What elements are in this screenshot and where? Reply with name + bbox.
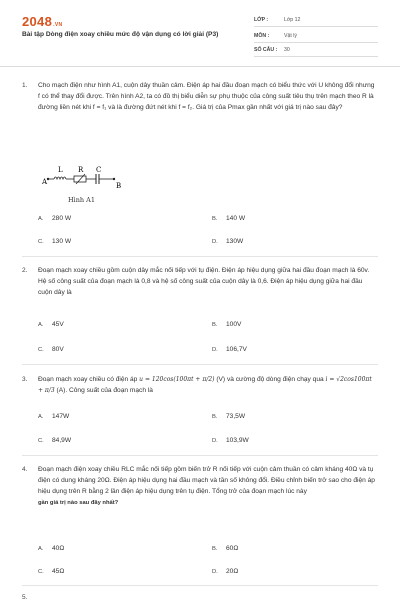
question-text-part: Đoạn mạch xoay chiều có điện áp [38, 376, 140, 383]
option-b[interactable] [212, 545, 238, 552]
option-b[interactable] [212, 215, 245, 222]
meta-row-count [254, 44, 378, 57]
figure-caption: Hình A1 [68, 196, 96, 204]
option-letter: D. [212, 347, 218, 353]
current-formula: i = √2cos100πt + π/3 [38, 376, 372, 394]
question-number: 3. [22, 376, 28, 383]
option-a[interactable] [38, 545, 64, 552]
question-number: 4. [22, 466, 28, 473]
question-number: 5. [22, 594, 28, 600]
meta-key: SỐ CÂU : [254, 47, 278, 53]
option-letter: A. [38, 414, 44, 420]
option-text: 45Ω [52, 568, 65, 575]
label-C: C [96, 166, 102, 174]
option-d[interactable] [212, 437, 249, 444]
question-text: Đoạn mạch xoay chiều gồm cuộn dây mắc nối tiếp với tụ điện. Điện áp hiệu dụng giữa hai đầu đoạn mạch là 60v. Hệ số công suất của đoạn mạch là 0,8 và hệ số công suất của cuộn dây là 0,6. Điện áp hiệu dụng giữa hai đầu cuộn dây là [38, 267, 370, 296]
option-c[interactable] [38, 238, 71, 245]
option-text: 40Ω [52, 545, 65, 552]
meta-value: Vật lý [284, 33, 297, 39]
terminal-B [113, 178, 115, 180]
option-text: 147W [52, 413, 70, 420]
option-text: 130 W [52, 238, 72, 245]
option-a[interactable] [38, 321, 64, 328]
option-letter: B. [212, 216, 218, 222]
site-logo[interactable] [22, 14, 62, 29]
option-c[interactable] [38, 346, 64, 353]
question-note: gần giá trị nào sau đây nhất? [38, 500, 119, 506]
option-letter: D. [212, 438, 218, 444]
option-letter: A. [38, 216, 44, 222]
option-d[interactable] [212, 346, 247, 353]
divider [22, 256, 378, 257]
divider [22, 585, 378, 586]
divider [22, 364, 378, 365]
option-letter: A. [38, 546, 44, 552]
option-a[interactable] [38, 413, 69, 420]
option-text: 106,7V [226, 346, 247, 353]
label-R: R [78, 166, 84, 174]
meta-row-subject [254, 30, 378, 43]
page-header [0, 0, 400, 67]
option-text: 130W [226, 238, 244, 245]
option-letter: A. [38, 322, 44, 328]
option-c[interactable] [38, 568, 64, 575]
question-text [38, 374, 376, 396]
terminal-A [47, 178, 49, 180]
option-letter: D. [212, 569, 218, 575]
option-text: 140 W [226, 215, 246, 222]
meta-key: LỚP : [254, 17, 269, 23]
option-text: 100V [226, 321, 242, 328]
option-a[interactable] [38, 215, 71, 222]
resistor [74, 176, 86, 182]
variable-arrow [76, 174, 85, 184]
logo-text: 2048 [22, 14, 53, 29]
option-letter: C. [38, 569, 44, 575]
meta-key: MÔN : [254, 33, 270, 39]
question-number: 1. [22, 82, 28, 89]
option-text: 103,9W [226, 437, 249, 444]
logo-suffix: .VN [53, 22, 63, 28]
meta-value: 30 [284, 47, 290, 53]
label-B: B [116, 182, 122, 190]
question-text-main: Đoạn mạch điện xoay chiều RLC mắc nối tiếp gồm biến trở R nối tiếp với cuộn cảm thuần có cảm kháng 40Ω và tụ điện có dung kháng 20Ω. Điện áp hiệu dụng hai đầu mạch và tần số không đổi. Điều chỉnh biến trở sao cho điện áp hiệu dụng trên R bằng 2 lần điện áp hiệu dụng trên tụ điện. Tổng trở của đoạn mạch lúc này [38, 466, 375, 495]
option-letter: B. [212, 322, 218, 328]
option-text: 20Ω [226, 568, 239, 575]
option-b[interactable] [212, 321, 241, 328]
question-text: Cho mạch điện như hình A1, cuộn dây thuần cảm. Điện áp hai đầu đoạn mạch có biểu thức với U không đổi nhưng f có thể thay đổi được. Trên hình A2, ta có đồ thị biểu diễn sự phụ thuộc của công suất tiêu thụ trên mạch theo R là đường liền nét khi f = f₁ và là đường đứt nét khi f = f₂. Giá trị của Pmax gần nhất với giá trị nào sau đây? [38, 82, 375, 111]
voltage-formula: u = 120cos(100πt + π/2) [139, 376, 215, 383]
option-b[interactable] [212, 413, 245, 420]
question-text-part: (V) và cường độ dòng điện chạy qua [214, 376, 326, 383]
label-A: A [42, 178, 48, 186]
option-d[interactable] [212, 238, 243, 245]
label-L: L [58, 166, 63, 174]
question-text [38, 464, 376, 509]
inductor-coil [54, 177, 66, 179]
option-letter: C. [38, 239, 44, 245]
option-letter: B. [212, 414, 218, 420]
meta-value: Lớp 12 [284, 17, 301, 23]
option-c[interactable] [38, 437, 71, 444]
option-text: 84,9W [52, 437, 72, 444]
option-letter: C. [38, 347, 44, 353]
option-text: 73,5W [226, 413, 246, 420]
option-text: 60Ω [226, 545, 239, 552]
divider [22, 455, 378, 456]
option-letter: C. [38, 438, 44, 444]
question-number: 2. [22, 267, 28, 274]
option-text: 280 W [52, 215, 72, 222]
page-title: Bài tập Dòng điện xoay chiều mức độ vận dụng có lời giải (P3) [22, 31, 219, 38]
option-text: 80V [52, 346, 64, 353]
meta-row-class [254, 14, 378, 27]
option-letter: D. [212, 239, 218, 245]
option-text: 45V [52, 321, 64, 328]
question-text-part: (A). Công suất của đoạn mạch là [54, 387, 153, 394]
option-d[interactable] [212, 568, 238, 575]
option-letter: B. [212, 546, 218, 552]
